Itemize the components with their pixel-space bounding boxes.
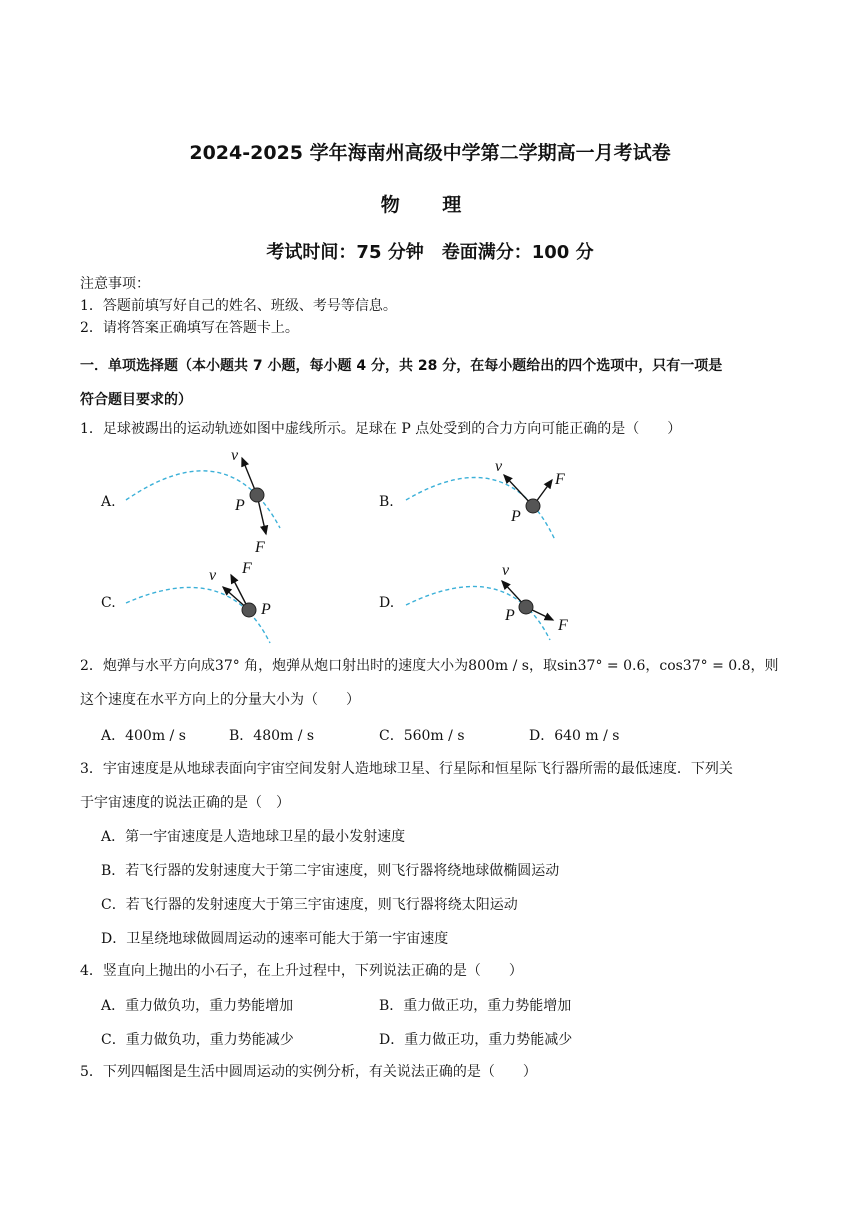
q4-option-a: A．重力做负功，重力势能增加	[101, 998, 294, 1014]
q2-option-a: A．400m / s	[101, 728, 186, 744]
q4-option-b: B．重力做正功，重力势能增加	[379, 998, 572, 1014]
ball-icon	[526, 499, 540, 513]
f-label: F	[558, 617, 568, 634]
f-label: F	[255, 539, 265, 556]
q2-option-b: B．480m / s	[229, 728, 315, 744]
notes-heading: 注意事项：	[80, 276, 150, 292]
v-label: v	[209, 567, 217, 584]
q1-figure-c	[118, 558, 318, 648]
question-1-stem: 1．足球被踢出的运动轨迹如图中虚线所示。足球在 P 点处受到的合力方向可能正确的是（ ）	[80, 421, 682, 437]
q2-option-c: C．560m / s	[379, 728, 465, 744]
q4-option-c: C．重力做负功，重力势能减少	[101, 1032, 294, 1048]
section-heading-cont: 符合题目要求的）	[80, 392, 192, 408]
q1-figure-b	[398, 455, 598, 555]
question-2-stem-cont: 这个速度在水平方向上的分量大小为（ ）	[80, 692, 360, 708]
v-label: v	[502, 562, 510, 579]
q3-option-a: A．第一宇宙速度是人造地球卫星的最小发射速度	[101, 829, 406, 845]
exam-info: 考试时间：75 分钟 卷面满分：100 分	[266, 242, 594, 263]
p-label: P	[235, 497, 245, 514]
p-label: P	[505, 607, 515, 624]
ball-icon	[250, 488, 264, 502]
q1-figure-a	[118, 440, 318, 560]
q4-option-d: D．重力做正功，重力势能减少	[379, 1032, 573, 1048]
question-2-stem: 2．炮弹与水平方向成37° 角，炮弹从炮口射出时的速度大小为800m / s，取sin37° = 0.6，cos37° = 0.8，则	[80, 658, 779, 674]
q2-option-d: D．640 m / s	[529, 728, 620, 744]
question-3-stem-cont: 于宇宙速度的说法正确的是（ ）	[80, 795, 290, 811]
section-heading: 一．单项选择题（本小题共 7 小题，每小题 4 分，共 28 分，在每小题给出的四个选项中，只有一项是	[80, 358, 723, 374]
v-label: v	[495, 458, 503, 475]
q1-option-b-label: B.	[379, 494, 394, 510]
note-item: 2．请将答案正确填写在答题卡上。	[80, 320, 299, 336]
p-label: P	[261, 601, 271, 618]
f-label: F	[555, 471, 565, 488]
q1-option-c-label: C.	[101, 595, 116, 611]
question-5-stem: 5．下列四幅图是生活中圆周运动的实例分析，有关说法正确的是（ ）	[80, 1064, 537, 1080]
q1-option-d-label: D.	[379, 595, 395, 611]
q1-option-a-label: A.	[101, 494, 116, 510]
q3-option-d: D．卫星绕地球做圆周运动的速率可能大于第一宇宙速度	[101, 931, 449, 947]
v-label: v	[231, 447, 239, 464]
q3-option-c: C．若飞行器的发射速度大于第三宇宙速度，则飞行器将绕太阳运动	[101, 897, 518, 913]
subject-title: 物 理	[380, 194, 480, 216]
note-item: 1．答题前填写好自己的姓名、班级、考号等信息。	[80, 298, 397, 314]
question-4-stem: 4．竖直向上抛出的小石子，在上升过程中，下列说法正确的是（ ）	[80, 963, 523, 979]
p-label: P	[511, 508, 521, 525]
f-label: F	[242, 560, 252, 577]
ball-icon	[519, 600, 533, 614]
exam-title: 2024-2025 学年海南州高级中学第二学期高一月考试卷	[189, 142, 671, 164]
q3-option-b: B．若飞行器的发射速度大于第二宇宙速度，则飞行器将绕地球做椭圆运动	[101, 863, 560, 879]
ball-icon	[242, 603, 256, 617]
q1-figure-d	[398, 560, 598, 650]
question-3-stem: 3．宇宙速度是从地球表面向宇宙空间发射人造地球卫星、行星际和恒星际飞行器所需的最低速度．下列关	[80, 761, 733, 777]
